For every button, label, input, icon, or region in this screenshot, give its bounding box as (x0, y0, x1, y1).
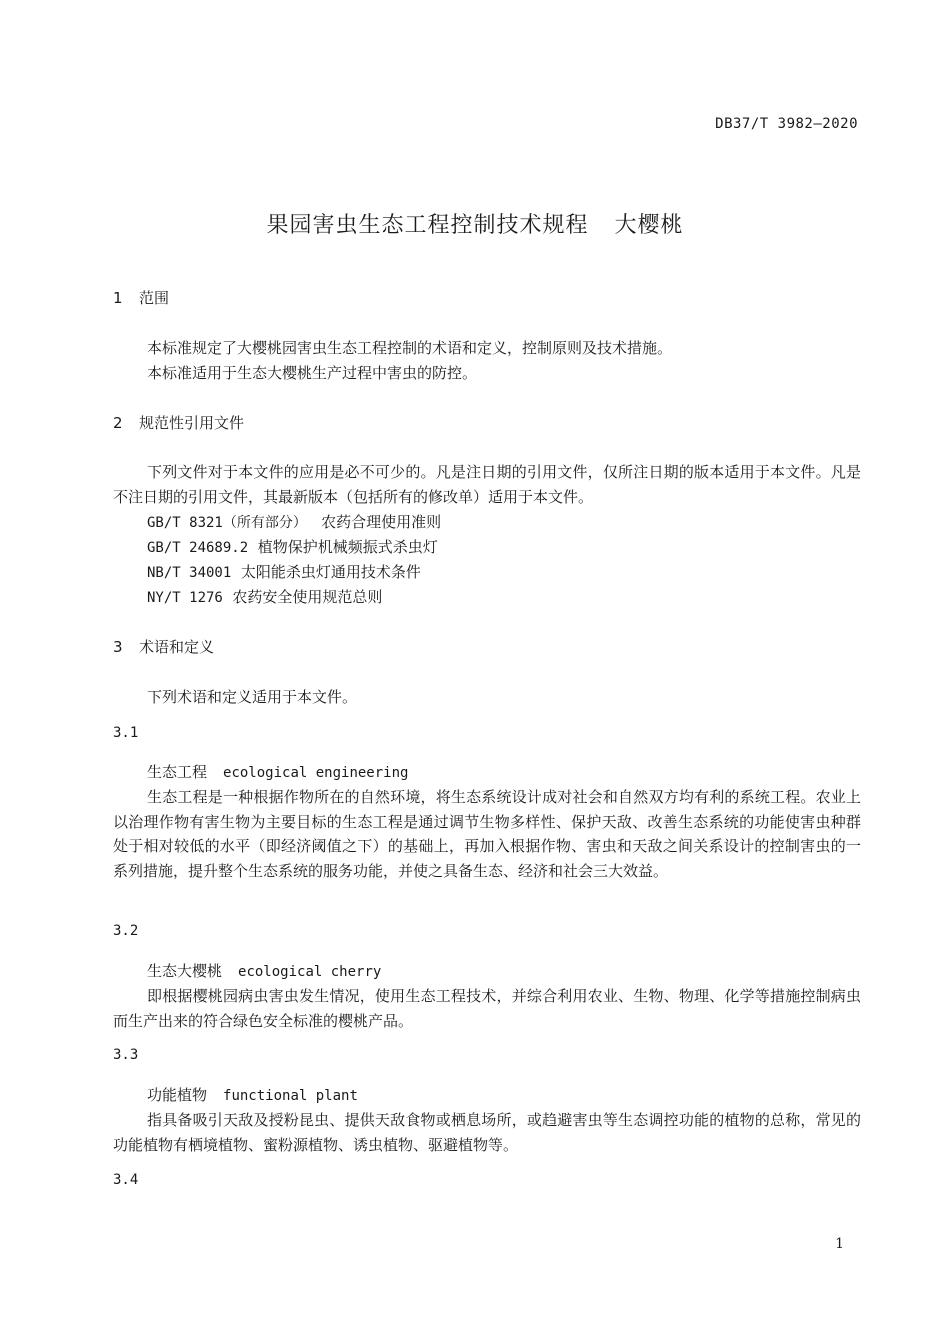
paragraph: 生态工程是一种根据作物所在的自然环境，将生态系统设计成对社会和自然双方均有利的系统工程。农业上以治理作物有害生物为主要目标的生态工程是通过调节生物多样性、保护天敌、改善生态系统的功能使害虫种群处于相对较低的水平（即经济阈值之下）的基础上，再加入根据作物、害虫和天敌之间关系设计的控制害虫的一系列措施，提升整个生态系统的服务功能，并使之具备生态、经济和社会三大效益。 (113, 788, 861, 880)
section-number: 1 (113, 289, 123, 307)
term-number: 3.2 (113, 923, 139, 939)
reference-name: 植物保护机械频振式杀虫灯 (257, 538, 438, 556)
term-en: functional plant (223, 1088, 358, 1104)
reference-item (147, 511, 441, 532)
paragraph: 指具备吸引天敌及授粉昆虫、提供天敌食物或栖息场所，或趋避害虫等生态调控功能的植物的总称，常见的功能植物有栖境植物、蜜粉源植物、诱虫植物、驱避植物等。 (113, 1111, 861, 1154)
reference-code: NB/T 34001 (147, 565, 232, 581)
section-1-heading (113, 287, 169, 308)
reference-name: 农药安全使用规范总则 (232, 588, 383, 606)
term-number: 3.1 (113, 725, 139, 741)
title-sub: 大樱桃 (614, 213, 684, 238)
term-definition (113, 1108, 861, 1157)
paragraph: 本标准适用于生态大樱桃生产过程中害虫的防控。 (147, 363, 478, 382)
term-en: ecological cherry (238, 964, 382, 980)
paragraph: 即根据樱桃园病虫害虫发生情况，使用生态工程技术，并综合利用农业、生物、物理、化学等措施控制病虫而生产出来的符合绿色安全标准的樱桃产品。 (113, 987, 861, 1030)
term-heading (147, 1084, 358, 1105)
term-definition (113, 984, 861, 1033)
paragraph: 下列文件对于本文件的应用是必不可少的。凡是注日期的引用文件，仅所注日期的版本适用于本文件。凡是不注日期的引用文件，其最新版本（包括所有的修改单）适用于本文件。 (113, 463, 861, 506)
section-2-heading (113, 412, 244, 433)
section-title: 术语和定义 (139, 638, 215, 656)
section-number: 3 (113, 638, 123, 656)
term-heading (147, 761, 408, 782)
section-number: 2 (113, 414, 123, 432)
term-zh: 生态大樱桃 (147, 962, 223, 980)
reference-code: GB/T 24689.2 (147, 540, 249, 556)
term-definition (113, 785, 861, 883)
document-title (0, 208, 950, 239)
reference-code: GB/T 8321（所有部分） (147, 515, 307, 531)
section-title: 规范性引用文件 (139, 414, 245, 432)
term-en: ecological engineering (223, 765, 409, 781)
reference-item (147, 586, 382, 607)
reference-name: 太阳能杀虫灯通用技术条件 (240, 563, 421, 581)
document-number: DB37/T 3982—2020 (715, 116, 858, 132)
section-3-intro (113, 685, 861, 710)
page-number: 1 (835, 1236, 844, 1252)
reference-code: NY/T 1276 (147, 590, 223, 606)
reference-item (147, 561, 421, 582)
section-2-intro (113, 460, 861, 509)
term-zh: 功能植物 (147, 1086, 208, 1104)
term-heading (147, 960, 381, 981)
reference-name: 农药合理使用准则 (321, 513, 442, 531)
term-number: 3.3 (113, 1047, 139, 1063)
section-3-heading (113, 636, 214, 657)
section-1-body (113, 336, 861, 385)
term-zh: 生态工程 (147, 763, 208, 781)
paragraph: 下列术语和定义适用于本文件。 (147, 688, 358, 706)
term-number: 3.4 (113, 1172, 139, 1188)
reference-item (147, 536, 438, 557)
title-main: 果园害虫生态工程控制技术规程 (266, 213, 589, 238)
paragraph: 本标准规定了大樱桃园害虫生态工程控制的术语和定义，控制原则及技术措施。 (147, 339, 673, 357)
section-title: 范围 (139, 289, 170, 307)
